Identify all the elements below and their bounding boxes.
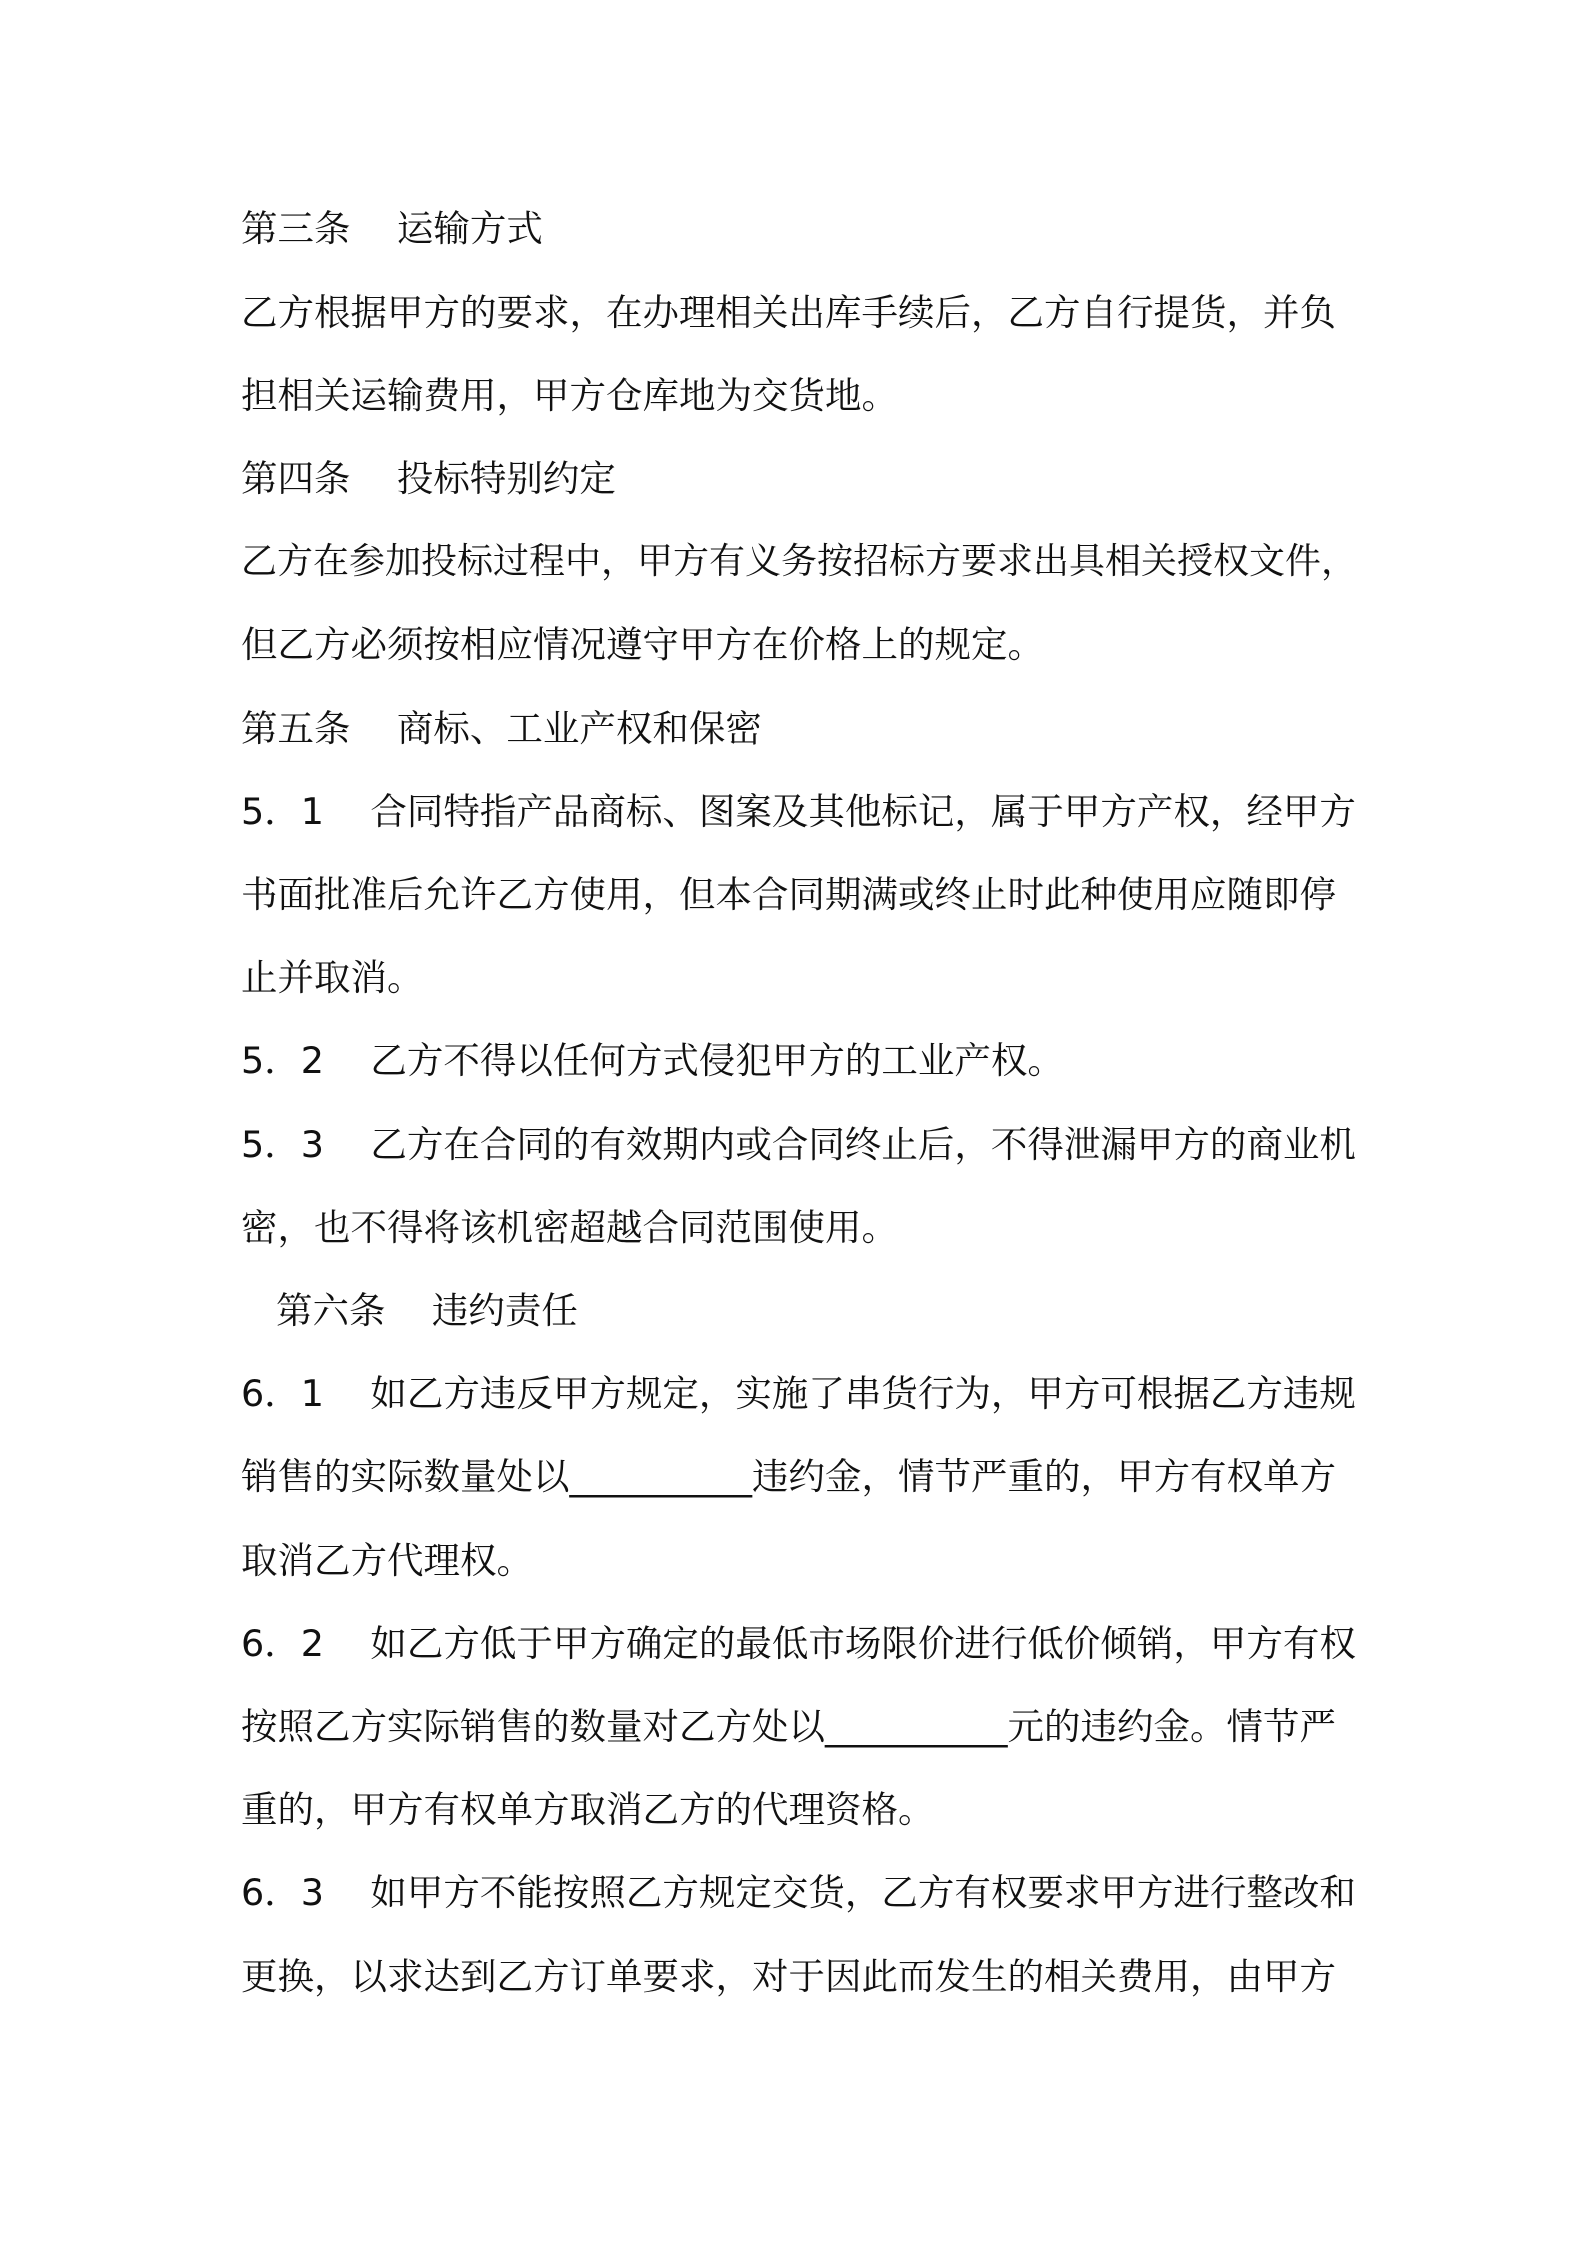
- paragraph-line: 重的，甲方有权单方取消乙方的代理资格。: [241, 1788, 935, 1831]
- paragraph-line: 书面批准后允许乙方使用，但本合同期满或终止时此种使用应随即停: [241, 873, 1336, 916]
- clause-5-3: 5．3 乙方在合同的有效期内或合同终止后，不得泄漏甲方的商业机: [241, 1123, 1356, 1166]
- paragraph-line: 密，也不得将该机密超越合同范围使用。: [241, 1206, 898, 1249]
- heading-article-3: 第三条 运输方式: [241, 207, 543, 250]
- clause-5-2: 5．2 乙方不得以任何方式侵犯甲方的工业产权。: [241, 1039, 1064, 1082]
- clause-6-1: 6．1 如乙方违反甲方规定，实施了串货行为，甲方可根据乙方违规: [241, 1372, 1356, 1415]
- paragraph-line: 但乙方必须按相应情况遵守甲方在价格上的规定。: [241, 623, 1044, 666]
- heading-article-5: 第五条 商标、工业产权和保密: [241, 707, 762, 750]
- clause-5-1: 5．1 合同特指产品商标、图案及其他标记，属于甲方产权，经甲方: [241, 790, 1356, 833]
- clause-6-3: 6．3 如甲方不能按照乙方规定交货，乙方有权要求甲方进行整改和: [241, 1871, 1356, 1914]
- paragraph-line: 取消乙方代理权。: [241, 1539, 533, 1582]
- heading-article-6: 第六条 违约责任: [276, 1289, 578, 1332]
- paragraph-line: 更换，以求达到乙方订单要求，对于因此而发生的相关费用，由甲方: [241, 1955, 1336, 1998]
- paragraph-line: 按照乙方实际销售的数量对乙方处以__________元的违约金。情节严: [241, 1705, 1336, 1748]
- paragraph-line: 乙方在参加投标过程中，甲方有义务按招标方要求出具相关授权文件，: [241, 541, 1358, 582]
- paragraph-line: 乙方根据甲方的要求，在办理相关出库手续后，乙方自行提货，并负: [241, 291, 1336, 334]
- paragraph-line: 止并取消。: [241, 956, 424, 999]
- heading-article-4: 第四条 投标特别约定: [241, 457, 616, 500]
- paragraph-line: 担相关运输费用，甲方仓库地为交货地。: [241, 374, 898, 417]
- clause-6-2: 6．2 如乙方低于甲方确定的最低市场限价进行低价倾销，甲方有权: [241, 1622, 1356, 1665]
- paragraph-line: 销售的实际数量处以__________违约金，情节严重的，甲方有权单方: [241, 1455, 1336, 1498]
